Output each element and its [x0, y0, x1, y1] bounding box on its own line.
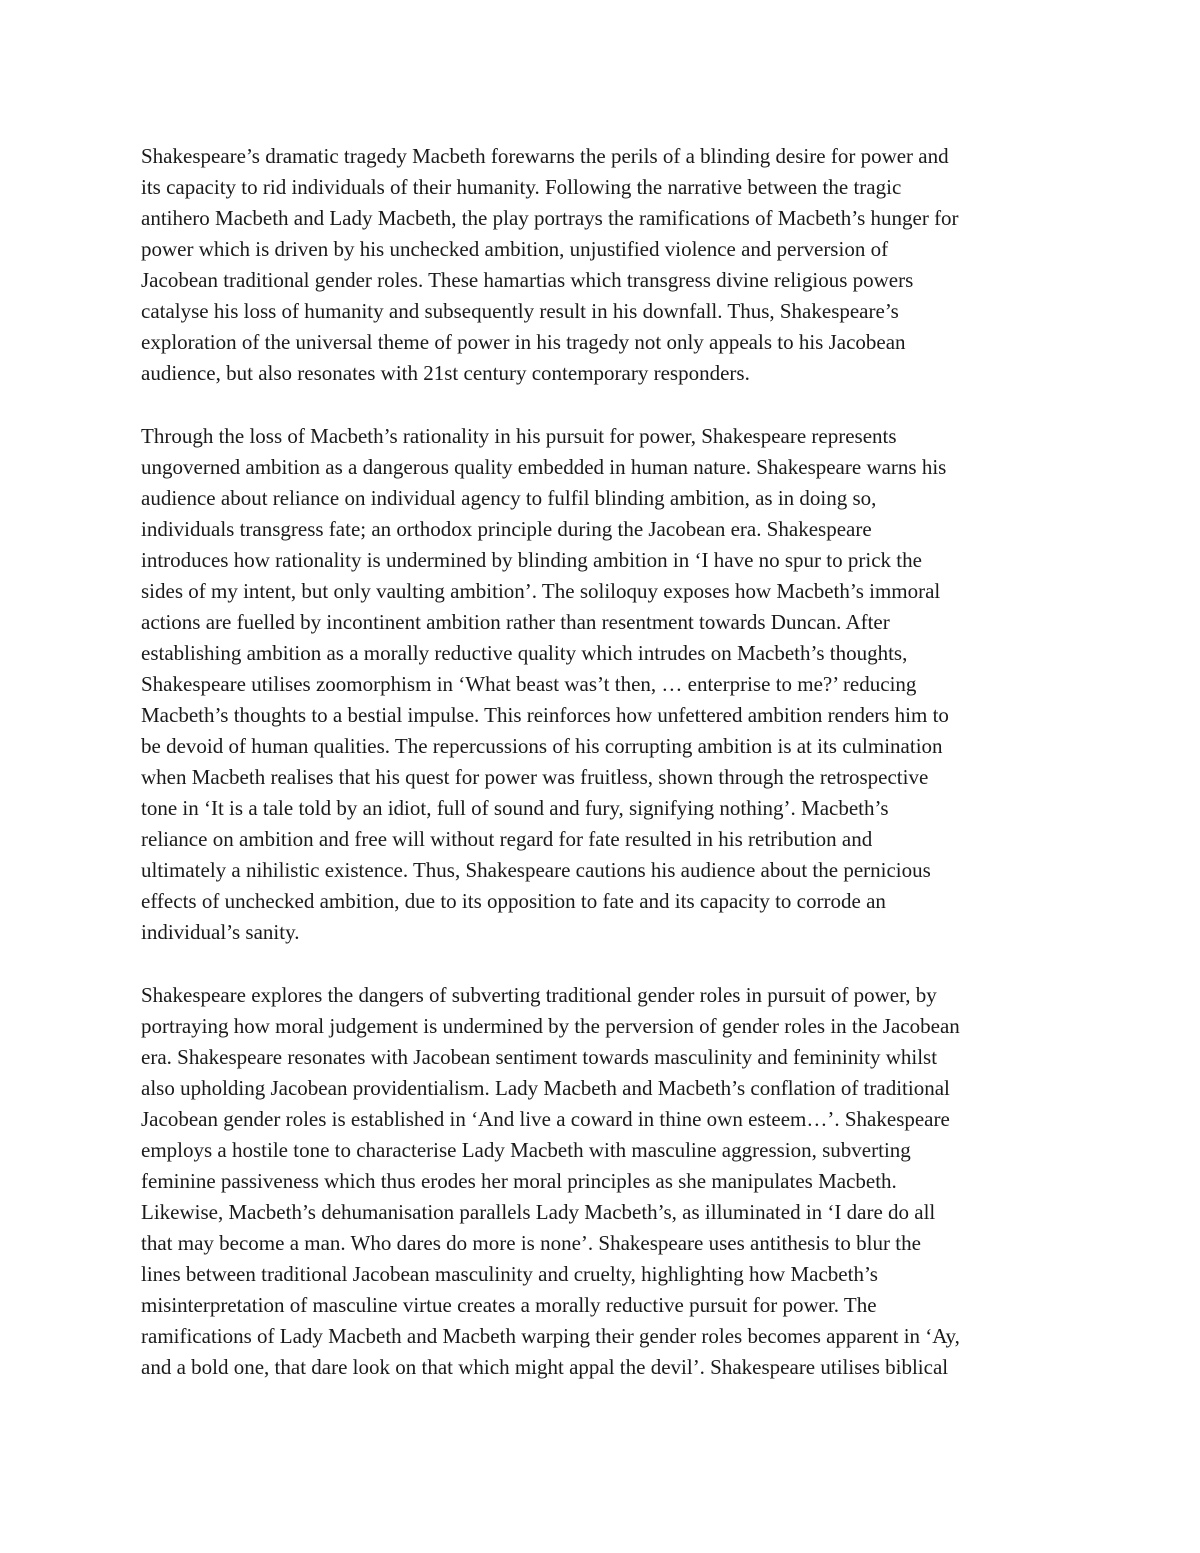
text-line: antihero Macbeth and Lady Macbeth, the play portrays the ramifications of Macbeth’s hunger for — [141, 206, 959, 230]
text-line: power which is driven by his unchecked ambition, unjustified violence and perversion of — [141, 237, 889, 261]
text-line: Jacobean traditional gender roles. These hamartias which transgress divine religious powers — [141, 268, 914, 292]
text-line: Macbeth’s thoughts to a bestial impulse. This reinforces how unfettered ambition renders him to — [141, 703, 949, 727]
text-line: audience, but also resonates with 21st century contemporary responders. — [141, 361, 750, 385]
essay-paragraph-gender-roles — [141, 980, 1101, 1383]
text-line: establishing ambition as a morally reductive quality which intrudes on Macbeth’s thoughts, — [141, 641, 908, 665]
text-line: portraying how moral judgement is undermined by the perversion of gender roles in the Jacobean — [141, 1014, 960, 1038]
text-line: Shakespeare utilises zoomorphism in ‘What beast was’t then, … enterprise to me?’ reducing — [141, 672, 917, 696]
text-line: catalyse his loss of humanity and subsequently result in his downfall. Thus, Shakespeare’s — [141, 299, 899, 323]
text-line: Shakespeare’s dramatic tragedy Macbeth forewarns the perils of a blinding desire for power and — [141, 144, 949, 168]
text-line: and a bold one, that dare look on that which might appal the devil’. Shakespeare utilises biblical — [141, 1355, 949, 1379]
text-line: that may become a man. Who dares do more is none’. Shakespeare uses antithesis to blur the — [141, 1231, 921, 1255]
text-line: ultimately a nihilistic existence. Thus, Shakespeare cautions his audience about the pernicious — [141, 858, 931, 882]
text-line: tone in ‘It is a tale told by an idiot, full of sound and fury, signifying nothing’. Macbeth’s — [141, 796, 889, 820]
text-line: introduces how rationality is undermined by blinding ambition in ‘I have no spur to prick the — [141, 548, 922, 572]
essay-paragraph-introduction — [141, 141, 1101, 389]
text-line: employs a hostile tone to characterise Lady Macbeth with masculine aggression, subverting — [141, 1138, 911, 1162]
text-line: be devoid of human qualities. The repercussions of his corrupting ambition is at its culmination — [141, 734, 943, 758]
text-line: Shakespeare explores the dangers of subverting traditional gender roles in pursuit of power, by — [141, 983, 937, 1007]
text-line: misinterpretation of masculine virtue creates a morally reductive pursuit for power. The — [141, 1293, 877, 1317]
text-line: reliance on ambition and free will without regard for fate resulted in his retribution and — [141, 827, 873, 851]
text-line: when Macbeth realises that his quest for power was fruitless, shown through the retrospective — [141, 765, 929, 789]
text-line: individuals transgress fate; an orthodox principle during the Jacobean era. Shakespeare — [141, 517, 872, 541]
essay-paragraph-ambition — [141, 421, 1101, 948]
text-line: exploration of the universal theme of power in his tragedy not only appeals to his Jacobean — [141, 330, 906, 354]
text-line: also upholding Jacobean providentialism. Lady Macbeth and Macbeth’s conflation of traditional — [141, 1076, 950, 1100]
text-line: feminine passiveness which thus erodes her moral principles as she manipulates Macbeth. — [141, 1169, 897, 1193]
text-line: individual’s sanity. — [141, 920, 300, 944]
text-line: audience about reliance on individual agency to fulfil blinding ambition, as in doing so, — [141, 486, 877, 510]
text-line: era. Shakespeare resonates with Jacobean sentiment towards masculinity and femininity whilst — [141, 1045, 938, 1069]
text-line: Jacobean gender roles is established in ‘And live a coward in thine own esteem…’. Shakespeare — [141, 1107, 950, 1131]
text-line: Likewise, Macbeth’s dehumanisation parallels Lady Macbeth’s, as illuminated in ‘I dare do all — [141, 1200, 936, 1224]
text-line: its capacity to rid individuals of their humanity. Following the narrative between the tragic — [141, 175, 902, 199]
text-line: ungoverned ambition as a dangerous quality embedded in human nature. Shakespeare warns his — [141, 455, 947, 479]
text-line: actions are fuelled by incontinent ambition rather than resentment towards Duncan. After — [141, 610, 890, 634]
text-line: lines between traditional Jacobean masculinity and cruelty, highlighting how Macbeth’s — [141, 1262, 878, 1286]
text-line: effects of unchecked ambition, due to its opposition to fate and its capacity to corrode an — [141, 889, 886, 913]
text-line: Through the loss of Macbeth’s rationality in his pursuit for power, Shakespeare represents — [141, 424, 897, 448]
text-line: sides of my intent, but only vaulting ambition’. The soliloquy exposes how Macbeth’s immoral — [141, 579, 941, 603]
text-line: ramifications of Lady Macbeth and Macbeth warping their gender roles becomes apparent in ‘Ay, — [141, 1324, 960, 1348]
